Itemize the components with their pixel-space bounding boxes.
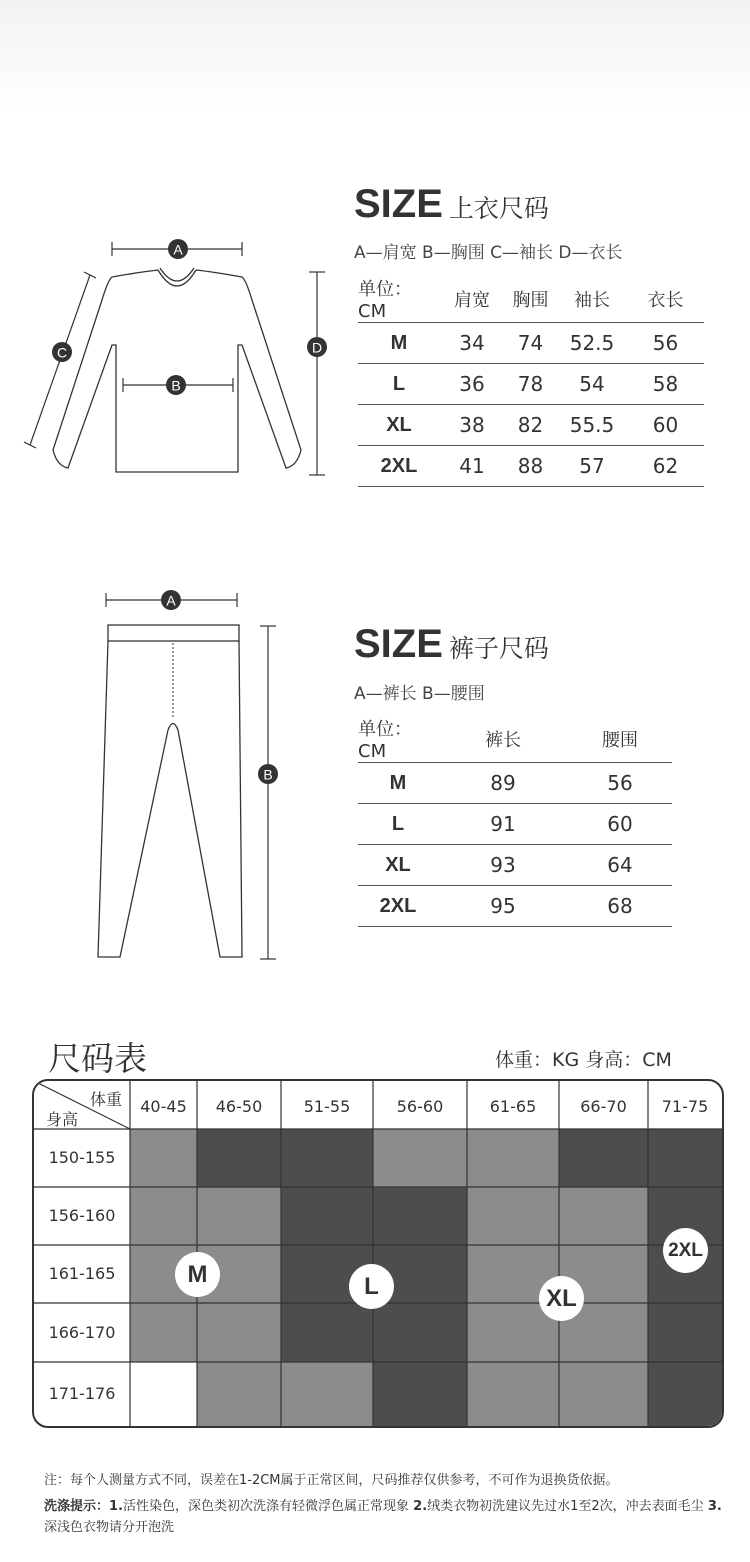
- value-cell: 38: [440, 405, 504, 446]
- wash-3: 深浅色衣物请分开泡洗: [44, 1520, 175, 1535]
- pants-label-b: [258, 764, 278, 784]
- table-row: [358, 886, 672, 927]
- shirt-label-b: [166, 375, 186, 395]
- value-cell: 78: [504, 364, 557, 405]
- height-header: 161-165: [48, 1264, 116, 1283]
- grid-lines: [34, 1081, 722, 1426]
- shirt-size-table: [358, 275, 704, 487]
- pants-col-length: 裤长: [438, 715, 568, 763]
- svg-text:D: D: [311, 339, 323, 356]
- value-cell: 68: [568, 886, 672, 927]
- svg-text:B: B: [171, 377, 181, 394]
- size-cell: L: [358, 804, 438, 845]
- shirt-size-heading: [354, 182, 549, 227]
- wash-2: 绒类衣物初洗建议先过水1至2次，冲去表面毛尘: [427, 1499, 704, 1514]
- value-cell: 60: [568, 804, 672, 845]
- table-row: [358, 446, 704, 487]
- pants-size-word: SIZE: [354, 622, 443, 666]
- size-cell: XL: [358, 845, 438, 886]
- value-cell: 34: [440, 323, 504, 364]
- size-cell: 2XL: [358, 886, 438, 927]
- table-row: [358, 763, 672, 804]
- pants-size-cn: 裤子尺码: [448, 634, 549, 663]
- note-disclaimer: 注：每个人测量方式不同，误差在1-2CM属于正常区间，尺码推荐仅供参考，不可作为退换货依据。: [44, 1473, 619, 1488]
- size-cell: 2XL: [358, 446, 440, 487]
- pants-col-unit: 单位：CM: [358, 715, 438, 763]
- svg-text:C: C: [56, 344, 68, 361]
- pants-diagram: [90, 585, 300, 970]
- value-cell: 82: [504, 405, 557, 446]
- value-cell: 56: [568, 763, 672, 804]
- badge-2xl: 2XL: [663, 1228, 708, 1273]
- weight-header: 71-75: [661, 1097, 709, 1116]
- corner-height-label: 身高: [45, 1110, 78, 1129]
- table-row: [358, 845, 672, 886]
- size-chart-units: 体重：KG 身高：CM: [495, 1049, 672, 1071]
- value-cell: 93: [438, 845, 568, 886]
- size-cell: L: [358, 364, 440, 405]
- shirt-size-word: SIZE: [354, 182, 443, 226]
- height-header: 150-155: [48, 1148, 116, 1167]
- wash-label: 洗涤提示：: [44, 1499, 110, 1514]
- wash-3-num: 3.: [707, 1499, 722, 1514]
- value-cell: 74: [504, 323, 557, 364]
- height-header: 166-170: [48, 1322, 116, 1342]
- wash-1-num: 1.: [109, 1499, 123, 1514]
- note-washing: [44, 1496, 734, 1538]
- value-cell: 89: [438, 763, 568, 804]
- shirt-col-shoulder: 肩宽: [440, 275, 504, 323]
- value-cell: 91: [438, 804, 568, 845]
- table-row: [358, 804, 672, 845]
- value-cell: 56: [627, 323, 704, 364]
- value-cell: 62: [627, 446, 704, 487]
- value-cell: 64: [568, 845, 672, 886]
- pants-size-table: [358, 715, 672, 927]
- value-cell: 52.5: [557, 323, 627, 364]
- weight-header: 46-50: [215, 1097, 263, 1116]
- table-row: [358, 405, 704, 446]
- badge-l: L: [349, 1264, 394, 1309]
- badge-m: M: [175, 1252, 220, 1297]
- value-cell: 58: [627, 364, 704, 405]
- value-cell: 41: [440, 446, 504, 487]
- top-fade: [0, 0, 750, 110]
- height-header: 171-176: [48, 1384, 116, 1403]
- shirt-size-cn: 上衣尺码: [448, 194, 549, 223]
- shirt-label-d: [307, 337, 327, 357]
- weight-header: 66-70: [580, 1097, 627, 1116]
- value-cell: 36: [440, 364, 504, 405]
- value-cell: 60: [627, 405, 704, 446]
- shirt-table-header: [358, 275, 704, 323]
- svg-text:A: A: [166, 592, 176, 609]
- pants-size-heading: [354, 622, 549, 667]
- value-cell: 57: [557, 446, 627, 487]
- shirt-col-sleeve: 袖长: [557, 275, 627, 323]
- pants-table-header: [358, 715, 672, 763]
- size-cell: XL: [358, 405, 440, 446]
- shirt-diagram: [20, 230, 340, 490]
- svg-text:A: A: [173, 241, 183, 258]
- pants-legend: A—裤长 B—腰围: [354, 684, 485, 704]
- table-row: [358, 323, 704, 364]
- value-cell: 55.5: [557, 405, 627, 446]
- size-cell: M: [358, 323, 440, 364]
- weight-header: 51-55: [303, 1097, 351, 1116]
- shirt-legend: A—肩宽 B—胸围 C—袖长 D—衣长: [354, 243, 623, 263]
- value-cell: 88: [504, 446, 557, 487]
- shirt-label-c: [52, 342, 72, 362]
- shirt-col-chest: 胸围: [504, 275, 557, 323]
- size-cell: M: [358, 763, 438, 804]
- value-cell: 54: [557, 364, 627, 405]
- pants-label-a: [161, 590, 181, 610]
- size-chart-title: 尺码表: [48, 1039, 147, 1078]
- size-chart-grid: [32, 1079, 724, 1428]
- value-cell: 95: [438, 886, 568, 927]
- table-row: [358, 364, 704, 405]
- height-header: 156-160: [48, 1206, 116, 1225]
- pants-col-waist: 腰围: [568, 715, 672, 763]
- weight-header: 56-60: [396, 1097, 444, 1116]
- shirt-col-unit: 单位：CM: [358, 275, 440, 323]
- shirt-label-a: [168, 239, 188, 259]
- badge-xl: XL: [539, 1276, 584, 1321]
- shirt-col-length: 衣长: [627, 275, 704, 323]
- corner-weight-label: 体重: [89, 1090, 122, 1109]
- wash-2-num: 2.: [413, 1499, 428, 1514]
- weight-header: 61-65: [489, 1097, 537, 1116]
- wash-1: 活性染色，深色类初次洗涤有轻微浮色属正常现象: [123, 1499, 410, 1514]
- weight-header: 40-45: [140, 1097, 187, 1116]
- svg-text:B: B: [263, 766, 273, 783]
